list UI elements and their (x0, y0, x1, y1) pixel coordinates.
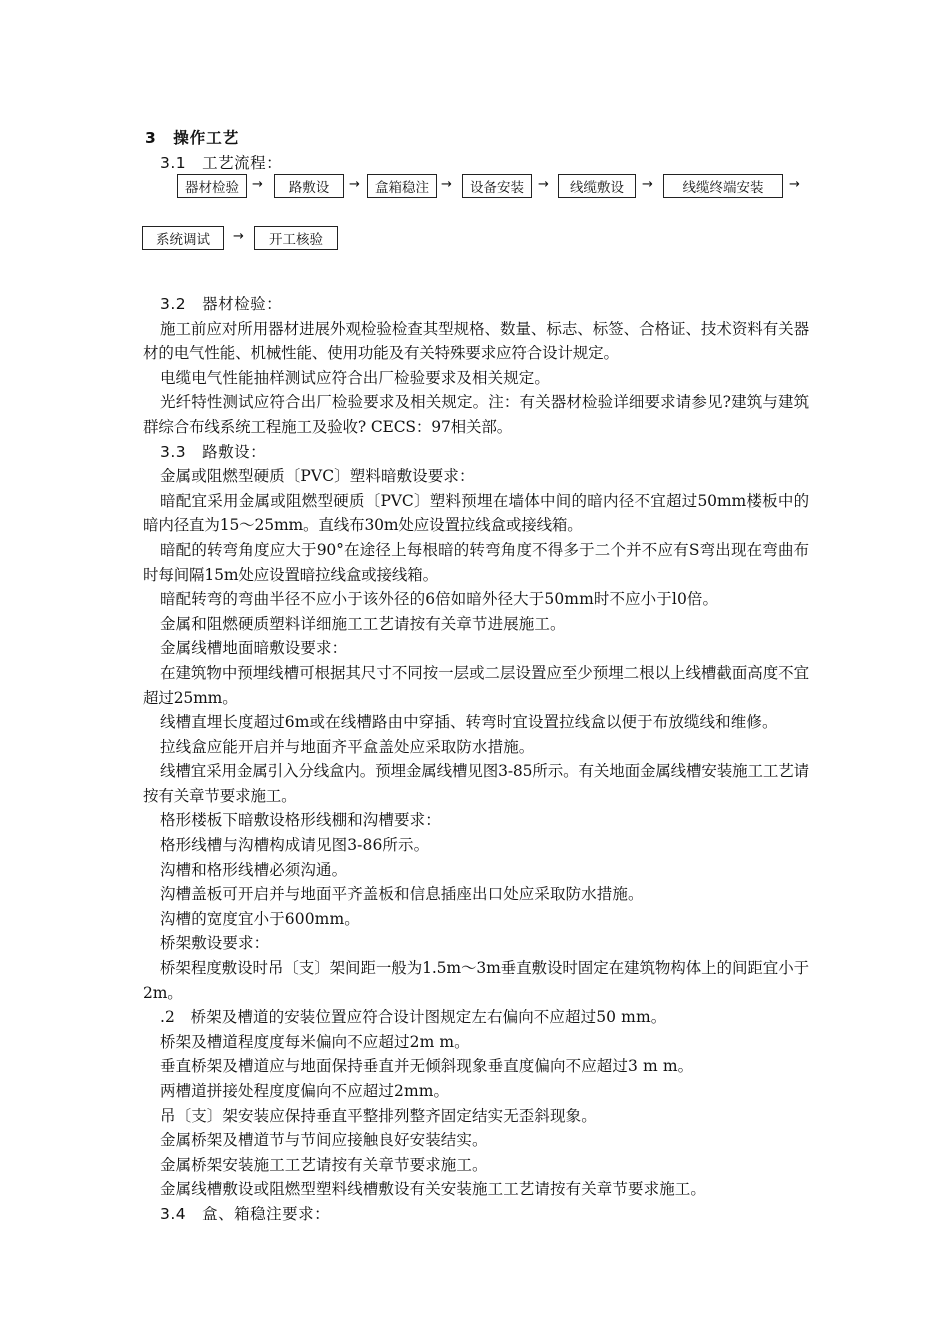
flow-arrow-icon: → (642, 177, 653, 192)
paragraph: 暗配的转弯角度应大于90°在途径上每根暗的转弯角度不得多于二个并不应有S弯出现在弯曲布时每间隔15m处应设置暗拉线盒或接线箱。 (143, 540, 809, 584)
paragraph: 桥架及槽道程度度每米偏向不应超过2m m。 (160, 1032, 470, 1051)
paragraph: 沟槽和格形线槽必须沟通。 (160, 860, 348, 879)
paragraph: 施工前应对所用器材进展外观检验检查其型规格、数量、标志、标签、合格证、技术资料有关器材的电气性能、机械性能、使用功能及有关特殊要求应符合设计规定。 (143, 319, 809, 363)
paragraph: 金属桥架安装施工工艺请按有关章节要求施工。 (160, 1155, 488, 1174)
subsection-heading: 3.3 路敷设： (160, 442, 267, 461)
paragraph: 格形楼板下暗敷设格形线棚和沟槽要求： (160, 811, 441, 830)
flow-arrow-icon: → (349, 177, 360, 192)
paragraph: 线槽宜采用金属引入分线盒内。预埋金属线槽见图3-85所示。有关地面金属线槽安装施工工艺请按有关章节要求施工。 (143, 762, 809, 805)
flow-arrow-icon: → (233, 229, 244, 244)
paragraph: 在建筑物中预埋线槽可根据其尺寸不同按一层或二层设置应至少预埋二根以上线槽截面高度不宜超过25mm。 (143, 663, 809, 707)
paragraph: 拉线盒应能开启并与地面齐平盒盖处应采取防水措施。 (160, 737, 535, 756)
paragraph: 桥架程度敷设时吊〔支〕架间距一般为1.5m～3m垂直敷设时固定在建筑物构体上的间距宜小于2m。 (143, 959, 809, 1002)
paragraph: 桥架敷设要求： (160, 934, 270, 953)
paragraph: 金属桥架及槽道节与节间应接触良好安装结实。 (160, 1131, 488, 1150)
paragraph: 暗配转弯的弯曲半径不应小于该外径的6倍如暗外径大于50mm时不应小于l0倍。 (160, 590, 719, 609)
paragraph: 吊〔支〕架安装应保持垂直平整排列整齐固定结实无歪斜现象。 (160, 1106, 597, 1125)
paragraph: 沟槽盖板可开启并与地面平齐盖板和信息插座出口处应采取防水措施。 (160, 885, 644, 904)
paragraph: 金属线槽地面暗敷设要求： (160, 639, 348, 658)
flow-arrow-icon: → (441, 177, 452, 192)
flow-arrow-icon: → (252, 177, 263, 192)
subsection-heading: 3.4 盒、箱稳注要求： (160, 1204, 331, 1223)
flow-box-cable-termination: 线缆终端安装 (663, 174, 783, 198)
paragraph: 两槽道拼接处程度度偏向不应超过2mm。 (160, 1082, 450, 1100)
flow-arrow-icon: → (538, 177, 549, 192)
paragraph: 线槽直埋长度超过6m或在线槽路由中穿插、转弯时宜设置拉线盒以便于布放缆线和维修。 (160, 713, 778, 732)
paragraph: 垂直桥架及槽道应与地面保持垂直并无倾斜现象垂直度偏向不应超过3 m m。 (160, 1057, 694, 1076)
paragraph: 电缆电气性能抽样测试应符合出厂检验要求及相关规定。 (160, 368, 551, 387)
paragraph: 金属或阻燃型硬质〔PVC〕塑料暗敷设要求： (160, 467, 475, 486)
section-title: 3 操作工艺 (145, 129, 240, 147)
paragraph: 光纤特性测试应符合出厂检验要求及相关规定。注：有关器材检验详细要求请参见?建筑与建筑群综合布线系统工程施工及验收? CECS：97相关部。 (143, 393, 809, 436)
document-body (143, 292, 809, 1227)
flow-box-acceptance: 开工核验 (254, 226, 338, 250)
flow-arrow-icon: → (789, 177, 800, 192)
paragraph: 金属线槽敷设或阻燃型塑料线槽敷设有关安装施工工艺请按有关章节要求施工。 (160, 1180, 707, 1199)
flow-box-device-install: 设备安装 (462, 174, 532, 198)
flow-box-box-mounting: 盒箱稳注 (367, 174, 437, 198)
paragraph: 金属和阻燃硬质塑料详细施工工艺请按有关章节进展施工。 (160, 614, 566, 633)
flow-box-system-debug: 系统调试 (142, 226, 224, 250)
paragraph: 暗配宜采用金属或阻燃型硬质〔PVC〕塑料预埋在墙体中间的暗内径不宜超过50mm楼板中的暗内径直为15～25mm。直线布30m处应设置拉线盒或接线箱。 (143, 491, 809, 535)
paragraph: .2 桥架及槽道的安装位置应符合设计图规定左右偏向不应超过50 mm。 (160, 1008, 667, 1027)
flow-box-cable-laying: 线缆敷设 (558, 174, 636, 198)
subsection-heading: 3.2 器材检验： (160, 295, 283, 313)
flow-box-routing: 路敷设 (274, 174, 344, 198)
paragraph: 沟槽的宽度宜小于600mm。 (160, 909, 360, 928)
paragraph: 格形线槽与沟槽构成请见图3-86所示。 (160, 836, 430, 855)
flow-box-equipment-inspection: 器材检验 (177, 174, 247, 198)
subsection-3-1-heading: 3.1 工艺流程： (160, 154, 283, 172)
